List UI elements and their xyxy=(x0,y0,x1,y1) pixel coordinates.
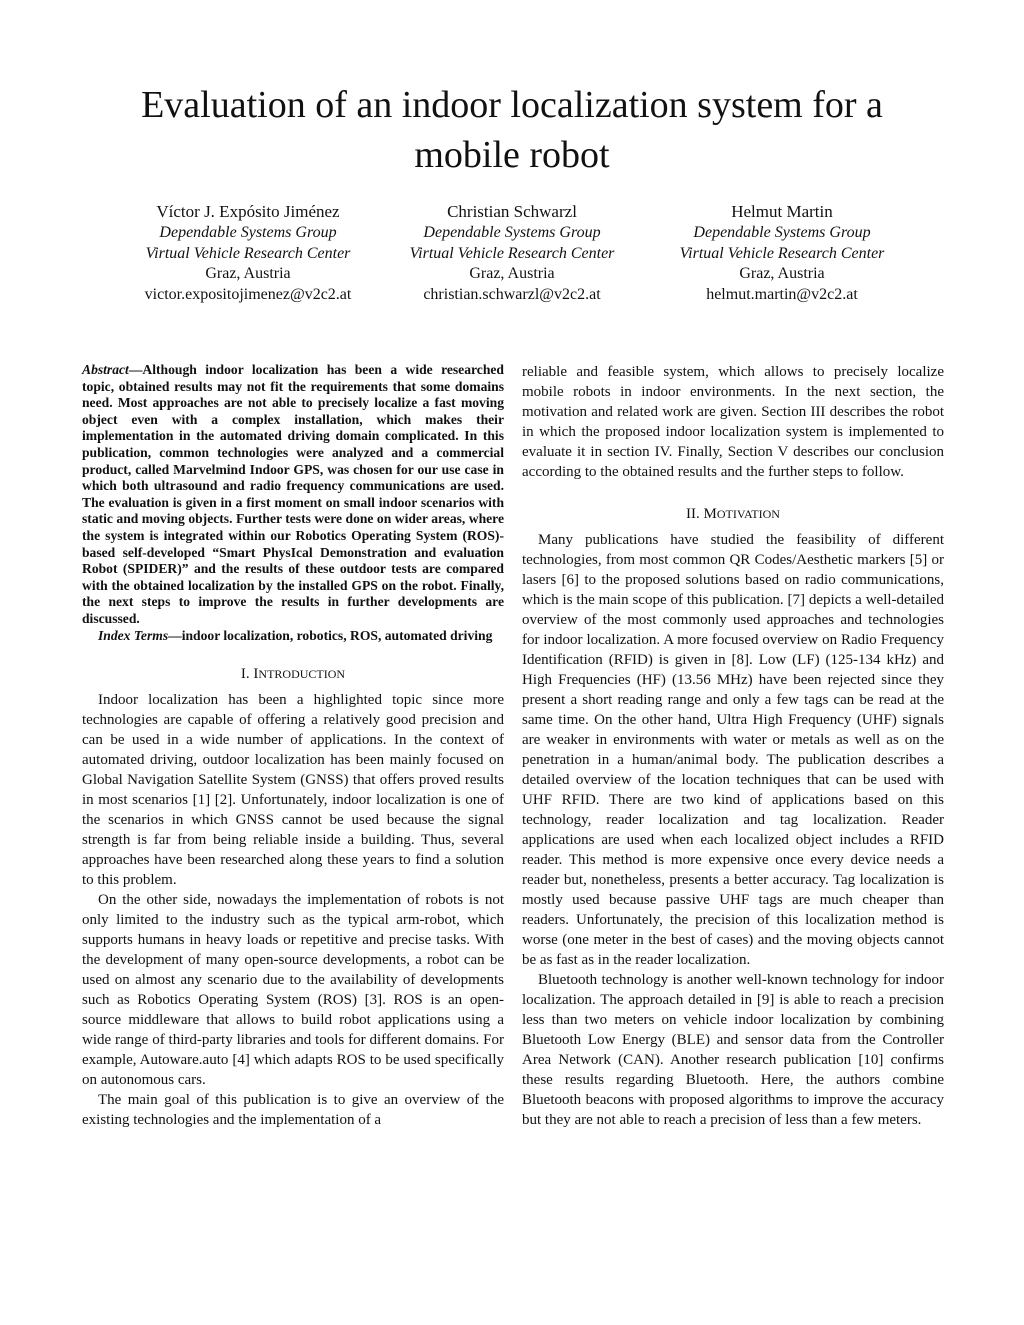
author-group: Dependable Systems Group xyxy=(423,224,601,241)
author-email: helmut.martin@v2c2.at xyxy=(706,285,858,303)
abstract xyxy=(82,362,504,628)
author-name: Víctor J. Expósito Jiménez xyxy=(156,202,340,221)
author-email: victor.expositojimenez@v2c2.at xyxy=(144,285,352,303)
index-terms-label: Index Terms xyxy=(98,627,169,643)
author-3 xyxy=(632,200,932,305)
section-number: II. xyxy=(686,506,700,522)
section-rest: OTIVATION xyxy=(716,507,780,521)
title-line-1: Evaluation of an indoor localization system for a xyxy=(141,84,883,126)
paragraph: Indoor localization has been a highlighted topic since more technologies are capable of offering a relatively good precision and can be used in a wide number of applications. In the context of automated driving, outdoor localization has been mainly focused on Global Navigation Satellite System (GNSS) that offers proved results in most scenarios [1] [2]. Unfortunately, indoor localization is one of the scenarios in which GNSS cannot be used because the signal strength is far from being reliable inside a building. Thus, several approaches have been researched along these years to find a solution to this problem. xyxy=(82,692,504,889)
author-2 xyxy=(362,200,662,305)
paragraph: On the other side, nowadays the implementation of robots is not only limited to the industry such as the typical arm-robot, which supports humans in heavy loads or repetitive and precise tasks. With the development of many open-source developments, a robot can be used on almost any scenario due to the availability of developments such as Robotics Operating System (ROS) [3]. ROS is an open-source middleware that allows to build robot applications using a wide range of third-party libraries and tools for different domains. For example, Autoware.auto [4] which adapts ROS to be used specifically on autonomous cars. xyxy=(82,892,504,1089)
paragraph: Bluetooth technology is another well-known technology for indoor localization. The approach detailed in [9] is able to reach a precision less than two meters on vehicle indoor localization by combining Bluetooth Low Energy (BLE) and sensor data from the Controller Area Network (CAN). Another research publication [10] confirms these results regarding Bluetooth. Here, the authors combine Bluetooth beacons with proposed algorithms to improve the accuracy but they are not able to reach a precision of less than a few meters. xyxy=(522,972,944,1128)
right-column xyxy=(522,362,944,1130)
abstract-label: Abstract xyxy=(82,362,129,377)
author-city: Graz, Austria xyxy=(205,265,291,282)
author-1 xyxy=(98,200,398,305)
section-initial: I xyxy=(253,666,259,683)
left-column xyxy=(82,362,504,1130)
author-city: Graz, Austria xyxy=(469,265,555,282)
abstract-text: —Although indoor localization has been a wide researched topic, obtained results may not fit the requirements that some domains need. Most approaches are not able to precisely localize a fast moving object even with a complex installation, which makes their implementation in the automated driving domain complicated. In this publication, common technologies were analyzed and a commercial product, called Marvelmind Indoor GPS, was chosen for our use case in which both ultrasound and radio frequency communications are used. The evaluation is given in a first moment on small indoor scenarios with static and moving objects. Further tests were done on wider areas, where the system is integrated within our Robotics Operating System (ROS)-based self-developed “Smart PhysIcal Demonstration and evaluation Robot (SPIDER)” and the results of these outdoor tests are compared with the obtained localization by the installed GPS on the robot. Finally, the next steps to improve the results in further developments are discussed. xyxy=(82,362,504,626)
paper-title xyxy=(0,80,1024,180)
author-name: Christian Schwarzl xyxy=(447,202,577,221)
author-name: Helmut Martin xyxy=(731,202,833,221)
index-terms xyxy=(82,628,504,645)
author-email: christian.schwarzl@v2c2.at xyxy=(423,285,601,303)
title-line-2: mobile robot xyxy=(414,134,610,176)
paragraph: Many publications have studied the feasibility of different technologies, from most common QR Codes/Aesthetic markers [5] or lasers [6] to the proposed solutions based on radio communications, which is the main scope of this publication. [7] depicts a well-detailed overview of the most commonly used approaches and technologies for indoor localization. A more focused overview on Radio Frequency Identification (RFID) is given in [8]. Low (LF) (125-134 kHz) and High Frequencies (HF) (13.56 MHz) have been rejected since they present a short reading range and only a few tags can be read at the same time. On the other hand, Ultra High Frequency (UHF) signals are weaker in environments with water or metals as well as on the penetration in a human/animal body. The publication describes a detailed overview of the location techniques that can be used with UHF RFID. There are two kind of applications based on this technology, reader localization and tag localization. Reader applications are used when each localized object includes a RFID reader. This method is more expensive once every device needs a reader but, nonetheless, presents a better accuracy. Tag localization is mostly used because passive UHF tags are much cheaper than readers. Unfortunately, the precision of this localization method is worse (one meter in the best of cases) and the moving objects cannot be as fast as in the reader localization. xyxy=(522,532,944,968)
section-number: I. xyxy=(240,666,250,683)
author-center: Virtual Vehicle Research Center xyxy=(409,244,615,262)
index-terms-text: —indoor localization, robotics, ROS, automated driving xyxy=(168,627,493,643)
paragraph: reliable and feasible system, which allows to precisely localize mobile robots in indoor environments. In the next section, the motivation and related work are given. Section III describes the robot in which the proposed indoor localization system is implemented to evaluate it in section IV. Finally, Section V describes our conclusion according to the obtained results and the further steps to follow. xyxy=(522,364,944,480)
section-heading-motivation xyxy=(522,504,944,524)
author-group: Dependable Systems Group xyxy=(693,224,871,241)
section-heading-introduction xyxy=(82,664,504,684)
paragraph: The main goal of this publication is to give an overview of the existing technologies and the implementation of a xyxy=(82,1092,504,1129)
author-center: Virtual Vehicle Research Center xyxy=(145,244,351,262)
section-rest: NTRODUCTION xyxy=(258,667,346,682)
author-city: Graz, Austria xyxy=(739,265,825,282)
author-center: Virtual Vehicle Research Center xyxy=(679,244,885,262)
section-initial: M xyxy=(703,506,717,522)
author-group: Dependable Systems Group xyxy=(159,224,337,241)
